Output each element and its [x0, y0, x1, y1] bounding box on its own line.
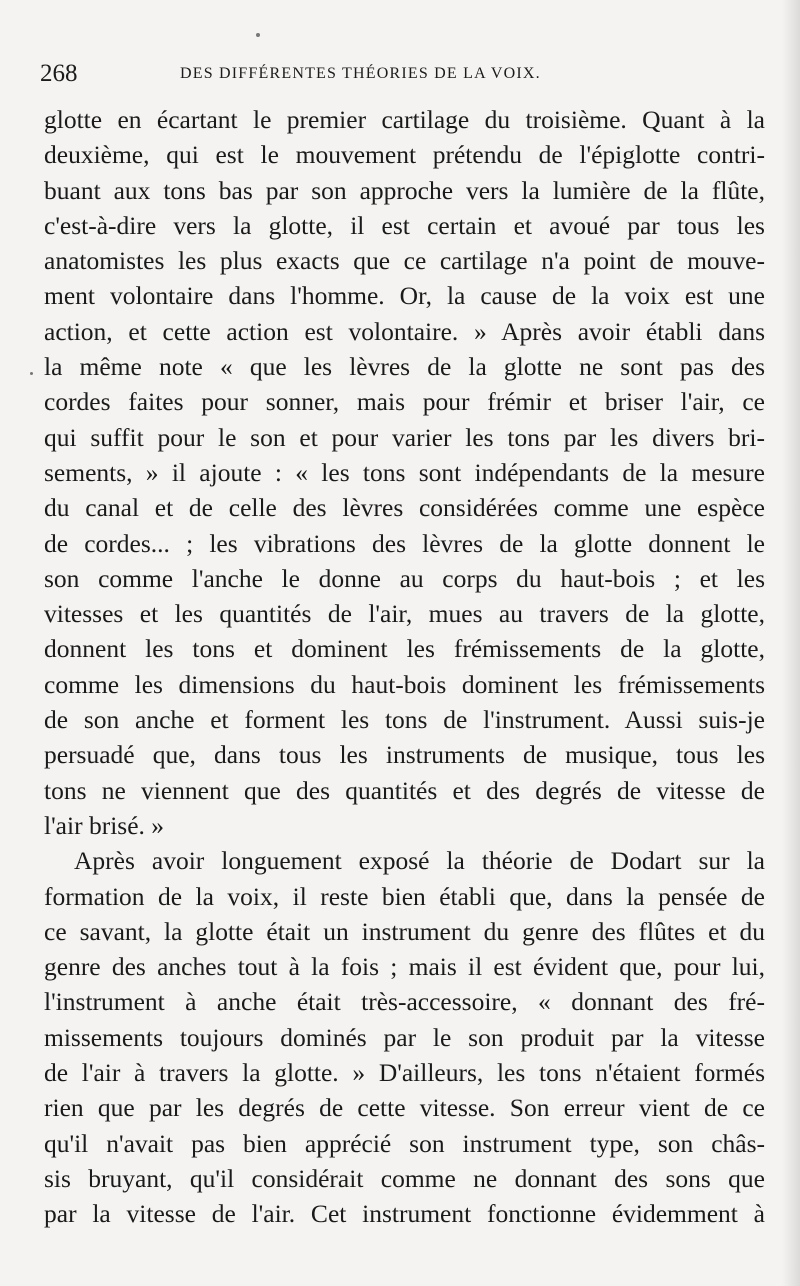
text-line: vitesses et les quantités de l'air, mues au travers de la glotte, — [44, 599, 765, 629]
text-line: ment volontaire dans l'homme. Or, la cause de la voix est une — [44, 281, 765, 311]
text-line: par la vitesse de l'air. Cet instrument fonctionne évidemment à — [44, 1199, 765, 1229]
text-line: anatomistes les plus exacts que ce cartilage n'a point de mouve- — [44, 246, 765, 276]
text-line: action, et cette action est volontaire. » Après avoir établi dans — [44, 316, 765, 346]
text-line: de l'air à travers la glotte. » D'ailleurs, les tons n'étaient formés — [44, 1058, 765, 1088]
text-line: donnent les tons et dominent les frémissements de la glotte, — [44, 634, 765, 664]
text-line: comme les dimensions du haut-bois dominent les frémissements — [44, 669, 765, 699]
text-line: l'instrument à anche était très-accessoire, « donnant des fré- — [44, 987, 765, 1017]
text-line: sis bruyant, qu'il considérait comme ne donnant des sons que — [44, 1163, 765, 1193]
text-line: son comme l'anche le donne au corps du haut-bois ; et les — [44, 563, 765, 593]
ink-speck — [30, 372, 33, 375]
text-line: ce savant, la glotte était un instrument du genre des flûtes et du — [44, 916, 765, 946]
page-edge-shadow — [782, 0, 800, 1286]
text-line: buant aux tons bas par son approche vers la lumière de la flûte, — [44, 175, 765, 205]
text-line: persuadé que, dans tous les instruments de musique, tous les — [44, 740, 765, 770]
text-line: qui suffit pour le son et pour varier les tons par les divers bri- — [44, 422, 765, 452]
text-line: du canal et de celle des lèvres considérées comme une espèce — [44, 493, 765, 523]
page-number: 268 — [40, 60, 78, 87]
page-header — [40, 56, 765, 92]
text-line: c'est-à-dire vers la glotte, il est certain et avoué par tous les — [44, 210, 765, 240]
text-line: genre des anches tout à la fois ; mais il est évident que, pour lui, — [44, 952, 765, 982]
text-line: rien que par les degrés de cette vitesse. Son erreur vient de ce — [44, 1093, 765, 1123]
text-line: la même note « que les lèvres de la glotte ne sont pas des — [44, 352, 765, 382]
text-line: deuxième, qui est le mouvement prétendu de l'épiglotte contri- — [44, 140, 765, 170]
text-line: formation de la voix, il reste bien établi que, dans la pensée de — [44, 881, 765, 911]
text-line: de son anche et forment les tons de l'instrument. Aussi suis-je — [44, 705, 765, 735]
text-line: tons ne viennent que des quantités et des degrés de vitesse de — [44, 775, 765, 805]
text-line: qu'il n'avait pas bien apprécié son instrument type, son châs- — [44, 1128, 765, 1158]
text-line: l'air brisé. » — [44, 810, 165, 840]
text-line: sements, » il ajoute : « les tons sont indépendants de la mesure — [44, 457, 765, 487]
body-text — [44, 102, 765, 1232]
text-line: glotte en écartant le premier cartilage du troisième. Quant à la — [44, 105, 765, 134]
running-title: DES DIFFÉRENTES THÉORIES DE LA VOIX. — [180, 65, 541, 82]
text-line: de cordes... ; les vibrations des lèvres de la glotte donnent le — [44, 528, 765, 558]
text-line: cordes faites pour sonner, mais pour frémir et briser l'air, ce — [44, 387, 765, 417]
ink-speck — [256, 33, 260, 37]
text-line: Après avoir longuement exposé la théorie de Dodart sur la — [74, 846, 765, 876]
text-line: missements toujours dominés par le son produit par la vitesse — [44, 1022, 765, 1052]
